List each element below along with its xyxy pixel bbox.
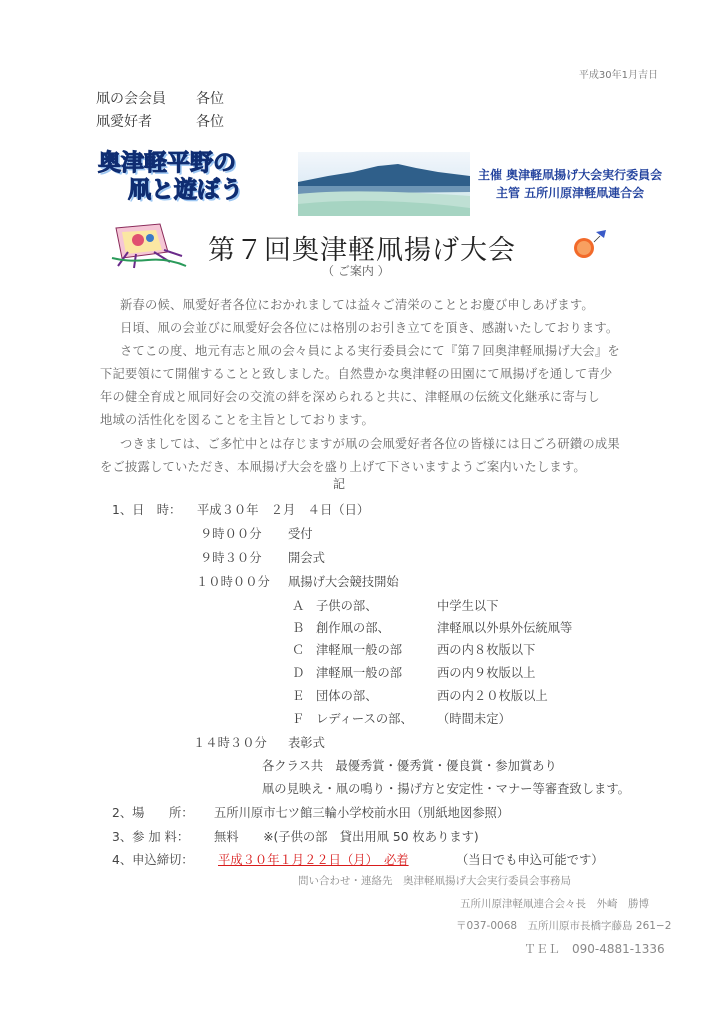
award-line: 各クラス共 最優秀賞・優秀賞・優良賞・参加賞あり: [262, 759, 557, 773]
category-name: 子供の部、: [316, 599, 378, 613]
schedule-label: 1、日 時：: [112, 503, 182, 517]
addressee-line: [96, 111, 224, 131]
fee-value: 無料 ※(子供の部 貸出用凧 50 枚あります): [214, 830, 479, 844]
landscape-photo: [298, 152, 470, 216]
apply-label: 4、申込締切：: [112, 853, 194, 867]
sponsor-co: 主管 五所川原津軽凧連合会: [496, 186, 645, 200]
category-desc: 中学生以下: [437, 599, 499, 613]
contact-line: 五所川原津軽凧連合会々長 外崎 勝博: [460, 898, 649, 910]
category-letter: Ｂ: [292, 621, 305, 635]
addressee-line: [96, 88, 224, 108]
place-label: 2、場 所：: [112, 806, 194, 820]
category-letter: Ｄ: [292, 666, 305, 680]
page-subtitle: （ ご案内 ）: [322, 264, 390, 278]
award-event: 表彰式: [288, 736, 325, 750]
body-paragraph: をご披露していただき、本凧揚げ大会を盛り上げて下さいますようご案内いたします。: [100, 460, 586, 474]
category-letter: Ｆ: [292, 712, 305, 726]
body-paragraph: 年の健全育成と凧同好会の交流の絆を深められると共に、津軽凧の伝統文化継承に寄与し: [100, 390, 600, 404]
category-name: 津軽凧一般の部: [316, 643, 403, 657]
sun-kite-illustration: [572, 228, 606, 262]
kite-illustration: [108, 222, 188, 272]
category-desc: 西の内８枚版以下: [437, 643, 536, 657]
apply-deadline: 平成３０年１月２２日（月） 必着: [218, 853, 409, 867]
category-name: 津軽凧一般の部: [316, 666, 403, 680]
category-desc: 津軽凧以外県外伝統凧等: [437, 621, 573, 635]
category-name: 創作凧の部、: [316, 621, 390, 635]
addressee-name: 凧愛好者: [96, 114, 152, 130]
category-name: 団体の部、: [316, 689, 378, 703]
category-desc: 西の内２０枚版以上: [437, 689, 548, 703]
category-letter: Ｃ: [292, 643, 305, 657]
apply-note: （当日でも申込可能です）: [456, 853, 604, 867]
schedule-event: 凧揚げ大会競技開始: [288, 575, 399, 589]
body-paragraph: さてこの度、地元有志と凧の会々員による実行委員会にて『第７回奥津軽凧揚げ大会』を: [120, 344, 620, 358]
addressee-title: 各位: [196, 114, 224, 130]
ki-heading: 記: [333, 477, 346, 491]
category-desc: （時間未定）: [437, 712, 511, 726]
body-paragraph: 新春の候、凧愛好者各位におかれましては益々ご清栄のこととお慶び申しあげます。: [120, 298, 594, 312]
banner-logo-line2: 凧と遊ぼう: [128, 177, 243, 203]
fee-label: 3、参 加 料：: [112, 830, 190, 844]
award-line: 凧の見映え・凧の鳴り・揚げ方と安定性・マナー等審査致します。: [262, 782, 630, 796]
banner-logo: [98, 152, 294, 208]
category-desc: 西の内９枚版以上: [437, 666, 536, 680]
award-time: １４時３０分: [193, 736, 267, 750]
document-date: 平成30年1月吉日: [578, 70, 658, 81]
contact-line: 問い合わせ・連絡先 奥津軽凧揚げ大会実行委員会事務局: [298, 875, 571, 887]
page-title: 第７回奥津軽凧揚げ大会: [208, 235, 516, 266]
body-paragraph: つきましては、ご多忙中とは存じますが凧の会凧愛好者各位の皆様には日ごろ研鑚の成果: [120, 437, 620, 451]
banner-logo-line1: 奥津軽平野の: [98, 150, 236, 176]
addressee-name: 凧の会会員: [96, 91, 166, 107]
schedule-time: ９時３０分: [200, 551, 262, 565]
schedule-time: １０時００分: [196, 575, 270, 589]
body-paragraph: 日頃、凧の会並びに凧愛好会各位には格別のお引き立てを頂き、感謝いたしております。: [120, 321, 619, 335]
schedule-date: 平成３０年 ２月 ４日（日）: [197, 503, 370, 517]
schedule-event: 開会式: [288, 551, 325, 565]
category-name: レディースの部、: [316, 712, 413, 726]
body-paragraph: 下記要領にて開催することと致しました。自然豊かな奥津軽の田園にて凧揚げを通して青少: [100, 367, 613, 381]
category-letter: Ｅ: [292, 689, 305, 703]
body-paragraph: 地域の活性化を図ることを主旨としております。: [100, 413, 374, 427]
category-letter: Ａ: [292, 599, 305, 613]
contact-phone: ＴＥＬ 090-4881-1336: [524, 942, 665, 956]
sponsor-main: 主催 奥津軽凧揚げ大会実行委員会: [478, 168, 663, 182]
schedule-event: 受付: [288, 527, 313, 541]
place-value: 五所川原市七ツ館三輪小学校前水田（別紙地図参照）: [214, 806, 510, 820]
addressee-title: 各位: [196, 91, 224, 107]
schedule-time: ９時００分: [200, 527, 262, 541]
contact-line: 〒037-0068 五所川原市長橋字藤島 261−2: [456, 920, 672, 932]
